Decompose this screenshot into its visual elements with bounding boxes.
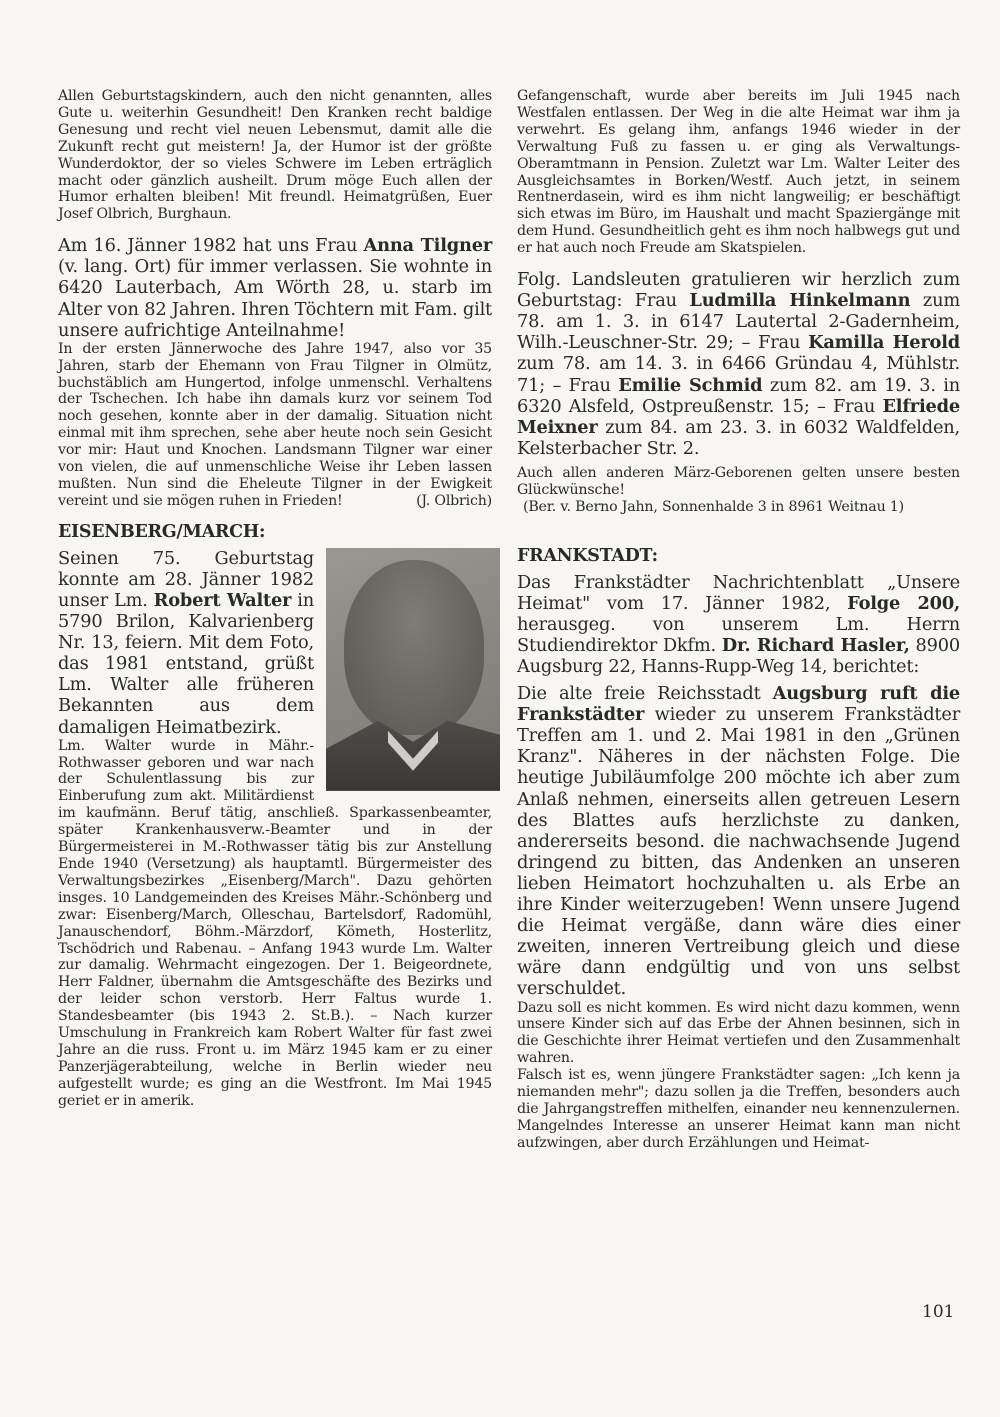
augsburg-text: wieder zu unserem Frankstädter Treffen am 1. und 2. Mai 1981 in den „Grünen Kranz". Näheres in der nächsten Folge. Die heutige Jubiläumfolge 200 möchte ich aber zum Anlaß nehmen, einerseits allen getreuen Lesern des Blattes aufs herzlichste zu danken, andererseits besond. die nachwachsende Jugend dringend zu bitten, das Andenken an unseren lieben Heimatort hochzuhalten u. als Erbe an ihre Kinder weiterzugeben! Wenn unsere Jugend die Heimat vergäße, dann wäre dies einer zweiten, inneren Vertreibung gleich und diese wäre dann endgültig und von uns selbst verschuldet. bbox=[517, 704, 960, 1000]
dazu-paragraph: Dazu soll es nicht kommen. Es wird nicht dazu kommen, wenn unsere Kinder sich auf das Erbe der Ahnen besinnen, sich in die Geschichte ihrer Heimat vertiefen und den Zusammenhalt wahren. bbox=[517, 999, 960, 1067]
memorial-text: In der ersten Jännerwoche des Jahre 1947, also vor 35 Jahren, starb der Ehemann von Frau Tilgner in Olmütz, buchstäblich am Hungertod, infolge unmenschl. Verhaltens der Tschechen. Ich habe ihn damals kurz vor seinem Tod noch gesehen, konnte aber in der damalig. Situation nicht einmal mit ihm sprechen, sehe aber heute noch sein Gesicht vor mir: Haut und Knochen. Landsmann Tilgner war einer von vielen, die auf unmenschliche Weise ihr Leben lassen mußten. Nun sind die Eheleute Tilgner in der Ewigkeit vereint und sie mögen ruhen in Frieden! bbox=[58, 340, 492, 509]
congrats-text: zum 78. am 1. 3. in 6147 Lautertal 2-Gadernheim, Wilh.-Leuschner-Str. 29; – Frau bbox=[517, 290, 960, 354]
newsletter-text: herausgeg. von unserem Lm. Herrn Studiendirektor Dkfm. bbox=[517, 613, 960, 656]
birthday-text: Seinen 75. Geburtstag konnte am 28. Jänner 1982 unser Lm. bbox=[58, 547, 314, 611]
page-number: 101 bbox=[922, 1302, 955, 1322]
celebrant-name: Elfriede Meixner bbox=[517, 395, 960, 438]
newsletter-text: Das Frankstädter Nachrichtenblatt „Unsere Heimat" vom 17. Jänner 1982, bbox=[517, 571, 960, 614]
portrait-photo bbox=[326, 548, 500, 791]
section-heading-frankstadt: FRANKSTADT: bbox=[517, 545, 658, 566]
celebrant-name: Ludmilla Hinkelmann bbox=[689, 290, 911, 312]
biography-paragraph: Lm. Walter wurde in Mähr.-Rothwasser geboren und war nach der Schulentlassung bis zur Einberufung zum akt. Militärdienst im kaufmänn. Beruf tätig, anschließ. Sparkassenbeamter, später Krankenhausverw.-Beamter und in der Bürgermeisterei in M.-Rothwasser tätig bis zur Anstellung Ende 1940 (Versetzung) als hauptamtl. Bürgermeister des Verwaltungsbezirkes „Eisenberg/March". Dazu gehörten insges. 10 Landgemeinden des Kreises Mähr.-Schönberg und zwar: Eisenberg/March, Olleschau, Bartelsdorf, Radomühl, Janauschendorf, Böhm.-Märzdorf, Kömeth, Hosterlitz, Tschödrich und Rabenau. – Anfang 1943 wurde Lm. Walter zur damalig. Wehrmacht eingezogen. Der 1. Beigeordnete, Herr Faldner, übernahm die Amtsgeschäfte des Bezirks und der leider schon verstorb. Herr Faltus wurde 1. Standesbeamter (bis 1943 2. St.B.). – Nach kurzer Umschulung in Frankreich kam Robert Walter für fast zwei Jahre an die russ. Front u. im März 1945 kam er zu einer Panzerjägerabteilung, welche in Berlin wieder neu aufgestellt wurde; es ging an die Westfront. Im Mai 1945 geriet er in amerik. bbox=[58, 737, 492, 1109]
left-column bbox=[58, 88, 492, 1110]
congrats-text: zum 82. am 19. 3. in 6320 Alsfeld, Ostpreußenstr. 15; – Frau bbox=[517, 374, 960, 417]
biography-continued: Gefangenschaft, wurde aber bereits im Juli 1945 nach Westfalen entlassen. Der Weg in die alte Heimat war ihm ja verwehrt. Es gelang ihm, anfangs 1946 wieder in der Verwaltung Fuß zu fassen u. er ging als Verwaltungs-Oberamtmann in Pension. Zuletzt war Lm. Walter Leiter des Ausgleichsamtes in Borken/Westf. Auch jetzt, in seinem Rentnerdasein, wird es ihm nicht langweilig; er beschäftigt sich etwas im Büro, im Haushalt und macht Spaziergänge mit dem Hund. Gesundheitlich geht es ihm noch halbwegs gut und er hat auch noch Freude am Skatspielen. bbox=[517, 88, 960, 257]
editor-name: Dr. Richard Hasler, bbox=[721, 634, 910, 656]
birthday-text-after: in 5790 Brilon, Kalvarienberg Nr. 13, feiern. Mit dem Foto, das 1981 entstand, grüßt Lm. Walter alle früheren Bekannten aus dem damaligen Heimatbezirk. bbox=[58, 589, 314, 738]
celebrant-name: Emilie Schmid bbox=[618, 374, 763, 396]
intro-paragraph: Allen Geburtstagskindern, auch den nicht genannten, alles Gute u. weiterhin Gesundheit! Den Kranken recht baldige Genesung und recht viel neuen Lebensmut, damit alle die Zukunft recht gut meistern! Ja, der Humor ist der größte Wunderdoktor, der so vieles Schwere im Leben erträglich macht oder gänzlich ausheilt. Drum möge Euch allen der Humor erhalten bleiben! Mit freundl. Heimatgrüßen, Euer Josef Olbrich, Burghaun. bbox=[58, 88, 492, 223]
augsburg-highlight: Augsburg ruft die Frankstädter bbox=[517, 683, 960, 726]
reporter-credit: (Ber. v. Berno Jahn, Sonnenhalde 3 in 8961 Weitnau 1) bbox=[523, 498, 904, 515]
section-heading-eisenberg: EISENBERG/MARCH: bbox=[58, 521, 266, 542]
issue-number: Folge 200, bbox=[847, 592, 960, 614]
obituary-paragraph bbox=[58, 235, 492, 340]
augsburg-paragraph bbox=[517, 683, 960, 999]
congrats-text: zum 84. am 23. 3. in 6032 Waldfelden, Kelsterbacher Str. 2. bbox=[517, 416, 960, 459]
march-wishes: Auch allen anderen März-Geborenen gelten unsere besten Glückwünsche! bbox=[517, 464, 960, 498]
deceased-name: Anna Tilgner bbox=[363, 235, 493, 257]
obituary-text-after: (v. lang. Ort) für immer verlassen. Sie wohnte in 6420 Lauterbach, Am Wörth 28, u. starb im Alter von 82 Jahren. Ihren Töchtern mit Fam. gilt unsere aufrichtige Anteilnahme! bbox=[58, 256, 492, 341]
birthday-name: Robert Walter bbox=[153, 589, 292, 611]
right-column bbox=[517, 88, 960, 1152]
newsletter-paragraph bbox=[517, 572, 960, 677]
memorial-paragraph bbox=[58, 341, 492, 510]
falsch-paragraph: Falsch ist es, wenn jüngere Frankstädter sagen: „Ich kenn ja niemanden mehr"; dazu sollen ja die Treffen, besonders auch die Jahrgangstreffen mithelfen, einander neu kennenzulernen. Mangelndes Interesse an unserer Heimat kann man nicht aufzwingen, aber durch Erzählungen und Heimat- bbox=[517, 1067, 960, 1151]
obituary-text: Am 16. Jänner 1982 hat uns Frau bbox=[58, 235, 364, 257]
newsletter-text: 8900 Augsburg 22, Hanns-Rupp-Weg 14, berichtet: bbox=[517, 634, 961, 677]
photo-head-shape bbox=[344, 560, 484, 735]
memorial-signature: (J. Olbrich) bbox=[416, 492, 492, 509]
congrats-text: Folg. Landsleuten gratulieren wir herzlich zum Geburtstag: Frau bbox=[517, 269, 960, 312]
celebrant-name: Kamilla Herold bbox=[808, 332, 960, 354]
congratulations-paragraph bbox=[517, 269, 960, 459]
augsburg-text: Die alte freie Reichsstadt bbox=[517, 683, 773, 705]
congrats-text: zum 78. am 14. 3. in 6466 Gründau 4, Mühlstr. 71; – Frau bbox=[517, 353, 960, 396]
